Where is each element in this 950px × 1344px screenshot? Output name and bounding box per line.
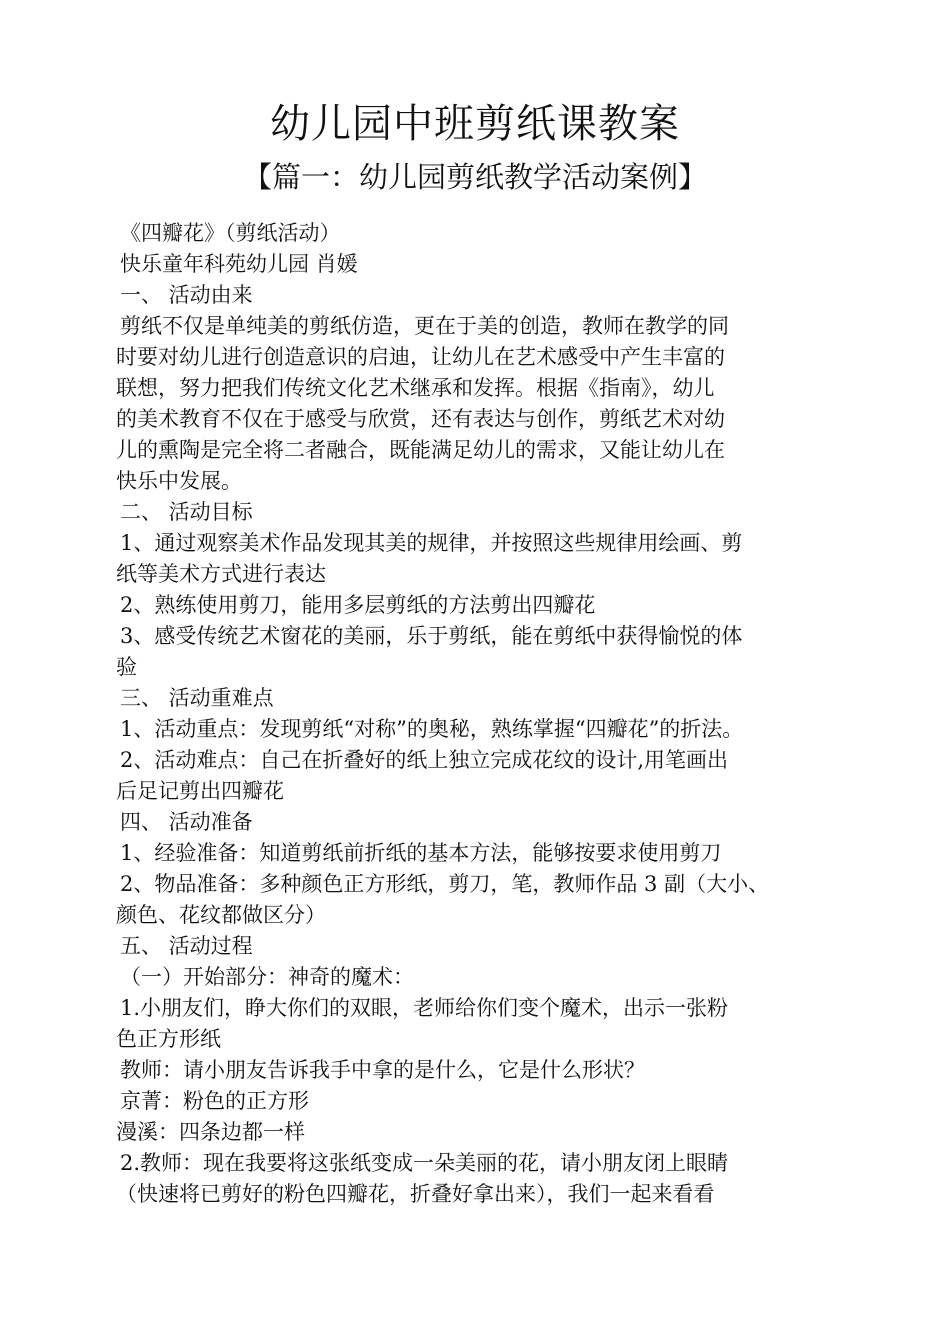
text-line: 《四瓣花》（剪纸活动） [120, 221, 341, 245]
text-line: 2、活动难点：自己在折叠好的纸上独立完成花纹的设计,用笔画出 [120, 748, 729, 772]
text-line: 颜色、花纹都做区分） [116, 903, 326, 927]
document-subtitle: 【篇一：幼儿园剪纸教学活动案例】 [242, 160, 707, 194]
text-line: 二、 活动目标 [120, 500, 253, 524]
text-line: （快速将已剪好的粉色四瓣花，折叠好拿出来），我们一起来看看 [116, 1182, 715, 1206]
text-line: 2.教师：现在我要将这张纸变成一朵美丽的花，请小朋友闭上眼睛 [120, 1151, 729, 1175]
text-line: 2、物品准备：多种颜色正方形纸，剪刀，笔，教师作品 3 副（大小、 [120, 872, 770, 896]
text-line: 验 [116, 655, 137, 679]
text-line: 剪纸不仅是单纯美的剪纸仿造，更在于美的创造，教师在教学的同 [120, 314, 729, 338]
text-line: 快乐中发展。 [116, 469, 242, 493]
text-line: 的美术教育不仅在于感受与欣赏，还有表达与创作，剪纸艺术对幼 [116, 407, 725, 431]
text-line: 教师：请小朋友告诉我手中拿的是什么，它是什么形状？ [120, 1058, 645, 1082]
text-line: 后足记剪出四瓣花 [116, 779, 284, 803]
text-line: 色正方形纸 [116, 1027, 221, 1051]
text-line: 快乐童年科苑幼儿园 肖媛 [120, 252, 358, 276]
document-title: 幼儿园中班剪纸课教案 [270, 101, 680, 147]
text-line: 京菁：粉色的正方形 [120, 1089, 309, 1113]
text-line: 1、通过观察美术作品发现其美的规律，并按照这些规律用绘画、剪 [120, 531, 743, 555]
text-line: 五、 活动过程 [120, 934, 253, 958]
text-line: 1、活动重点：发现剪纸“对称”的奥秘，熟练掌握“四瓣花”的折法。 [120, 717, 744, 741]
text-line: 三、 活动重难点 [120, 686, 274, 710]
document-body [116, 218, 856, 1210]
text-line: 时要对幼儿进行创造意识的启迪，让幼儿在艺术感受中产生丰富的 [116, 345, 725, 369]
text-line: 儿的熏陶是完全将二者融合，既能满足幼儿的需求，又能让幼儿在 [116, 438, 725, 462]
text-line: 一、 活动由来 [120, 283, 253, 307]
text-line: 3、感受传统艺术窗花的美丽，乐于剪纸，能在剪纸中获得愉悦的体 [120, 624, 743, 648]
text-line: 漫溪：四条边都一样 [116, 1120, 305, 1144]
text-line: 2、熟练使用剪刀，能用多层剪纸的方法剪出四瓣花 [120, 593, 596, 617]
text-line: 联想，努力把我们传统文化艺术继承和发挥。根据《指南》，幼儿 [116, 376, 715, 400]
text-line: 四、 活动准备 [120, 810, 253, 834]
text-line: 纸等美术方式进行表达 [116, 562, 326, 586]
text-line: （一）开始部分：神奇的魔术： [120, 965, 414, 989]
text-line: 1、经验准备：知道剪纸前折纸的基本方法，能够按要求使用剪刀 [120, 841, 722, 865]
text-line: 1.小朋友们，睁大你们的双眼，老师给你们变个魔术，出示一张粉 [120, 996, 729, 1020]
